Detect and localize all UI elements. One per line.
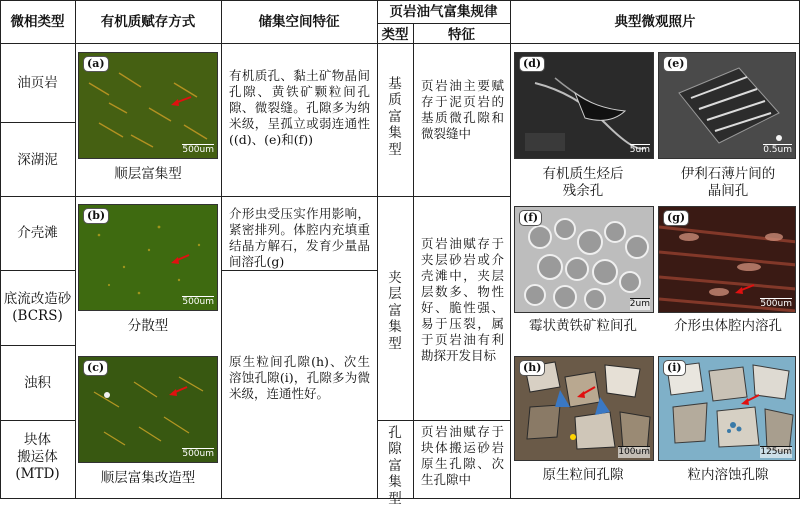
type-pore-char-5: 型 <box>388 490 402 507</box>
micro-caption-d <box>510 166 656 200</box>
type-interlayer-char-1: 夹 <box>388 270 402 286</box>
facies-turbidite: 浊积 <box>24 375 51 391</box>
micro-photo-i <box>658 356 796 461</box>
facies-mtd-line2: 搬运体 <box>17 448 58 465</box>
type-pore-char-1: 孔 <box>388 425 402 441</box>
facies-deep-lake-mud: 深湖泥 <box>17 152 58 168</box>
micro-photo-g-label: (g) <box>663 210 689 226</box>
type-matrix-char-3: 富 <box>388 108 402 125</box>
micro-caption-d-line2: 残余孔 <box>562 182 604 199</box>
rule-facies-1 <box>0 122 75 123</box>
micro-photo-h <box>514 356 654 461</box>
facies-mtd <box>0 432 75 483</box>
micro-photo-d <box>514 52 654 159</box>
rule-facies-4 <box>0 345 75 346</box>
facies-bcrs <box>0 291 75 325</box>
rule-col5 <box>510 0 511 499</box>
organic-photo-a-label: (a) <box>83 56 109 72</box>
micro-photo-e-label: (e) <box>663 56 688 72</box>
micro-caption-d-line1: 有机质生烃后 <box>542 166 624 182</box>
micro-photo-e <box>658 52 796 159</box>
micro-caption-e-line2: 晶间孔 <box>707 182 749 199</box>
organic-caption-b: 分散型 <box>127 318 169 334</box>
micro-caption-i: 粒内溶蚀孔隙 <box>687 467 769 483</box>
rule-col4 <box>413 23 414 499</box>
micro-photo-h-scale: 100um <box>618 447 650 457</box>
rule-type-1 <box>377 196 510 197</box>
organic-photo-c <box>78 356 218 463</box>
storage-text-3: 原生粒间孔隙(h)、次生溶蚀孔隙(i)，孔隙多为微米级，连通性好。 <box>229 354 370 401</box>
rule-type-2 <box>377 420 510 421</box>
feature-text-2: 页岩油赋存于夹层砂岩或介壳滩中，夹层层数多、物性好、脆性强、易于压裂，属于页岩油有利勘探开发目标 <box>421 236 504 363</box>
rule-top <box>0 0 800 1</box>
header-facies: 微相类型 <box>10 14 65 30</box>
header-storage: 储集空间特征 <box>258 14 340 30</box>
rule-storage-2 <box>221 270 377 271</box>
micro-photo-g <box>658 206 796 313</box>
organic-photo-c-scale: 500um <box>182 449 214 459</box>
type-matrix <box>377 76 413 158</box>
type-pore-char-4: 集 <box>388 474 402 491</box>
type-interlayer-char-5: 型 <box>388 335 402 352</box>
feature-text-3: 页岩油赋存于块体搬运砂岩原生孔隙、次生孔隙中 <box>421 424 504 487</box>
rule-subheader <box>377 23 510 24</box>
micro-caption-f: 霉状黄铁矿粒间孔 <box>529 318 637 334</box>
facies-bcrs-name: 底流改造砂 <box>3 291 72 307</box>
micro-photo-e-scale: 0.5um <box>763 145 792 155</box>
type-interlayer-char-3: 富 <box>388 302 402 319</box>
organic-photo-b-label: (b) <box>83 208 109 224</box>
type-pore-char-2: 隙 <box>388 441 402 458</box>
header-rule: 页岩油气富集规律 <box>389 4 498 20</box>
organic-caption-c: 顺层富集改造型 <box>100 470 196 486</box>
header-rule-feature: 特征 <box>448 27 475 43</box>
type-interlayer-char-4: 集 <box>388 319 402 336</box>
type-interlayer-char-2: 层 <box>388 286 402 303</box>
storage-text-1: 有机质孔、黏土矿物晶间孔隙、黄铁矿颗粒间孔隙、微裂缝。孔隙多为纳米级，呈孤立或弱连通性((d)、(e)和(f)) <box>229 68 370 147</box>
rule-facies-5 <box>0 420 75 421</box>
micro-caption-h: 原生粒间孔隙 <box>542 467 624 483</box>
micro-photo-h-label: (h) <box>519 360 545 376</box>
facies-shell-beach: 介壳滩 <box>17 225 58 241</box>
type-matrix-char-4: 集 <box>388 125 402 142</box>
micro-photo-g-scale: 500um <box>760 299 792 309</box>
micro-photo-i-label: (i) <box>663 360 686 376</box>
organic-photo-a <box>78 52 218 159</box>
header-photos: 典型微观照片 <box>614 14 696 30</box>
micro-caption-e <box>656 166 800 200</box>
organic-photo-b-scale: 500um <box>182 297 214 307</box>
facies-mtd-line3: (MTD) <box>15 465 60 482</box>
facies-mtd-line1: 块体 <box>24 432 51 448</box>
organic-photo-a-scale: 500um <box>182 145 214 155</box>
rule-col1 <box>75 0 76 499</box>
type-matrix-char-5: 型 <box>388 141 402 158</box>
header-rule-type: 类型 <box>381 27 409 43</box>
organic-photo-b <box>78 204 218 311</box>
micro-caption-e-line1: 伊利石薄片间的 <box>680 166 776 182</box>
rule-row-1 <box>0 196 377 197</box>
micro-photo-d-scale: 5um <box>629 145 650 155</box>
organic-caption-a: 顺层富集型 <box>114 166 182 182</box>
facies-oil-shale: 油页岩 <box>17 75 58 91</box>
facies-bcrs-abbr: (BCRS) <box>12 307 63 324</box>
header-organic: 有机质赋存方式 <box>100 14 196 30</box>
storage-text-2: 介形虫受压实作用影响，紧密排列。体腔内充填重结晶方解石，发育少量晶间溶孔(g) <box>229 206 370 269</box>
organic-photo-c-label: (c) <box>83 360 108 376</box>
type-matrix-char-1: 基 <box>388 76 402 92</box>
micro-photo-d-label: (d) <box>519 56 545 72</box>
type-interlayer <box>377 270 413 352</box>
micro-photo-i-scale: 125um <box>760 447 792 457</box>
type-pore-char-3: 富 <box>388 457 402 474</box>
micro-photo-f-label: (f) <box>519 210 542 226</box>
micro-photo-f-scale: 2um <box>629 299 650 309</box>
micro-photo-f <box>514 206 654 313</box>
micro-caption-g: 介形虫体腔内溶孔 <box>674 318 782 334</box>
rule-facies-3 <box>0 270 75 271</box>
feature-text-1: 页岩油主要赋存于泥页岩的基质微孔隙和微裂缝中 <box>421 78 504 141</box>
rule-col2 <box>221 0 222 499</box>
type-pore <box>377 425 413 507</box>
type-matrix-char-2: 质 <box>388 92 402 109</box>
